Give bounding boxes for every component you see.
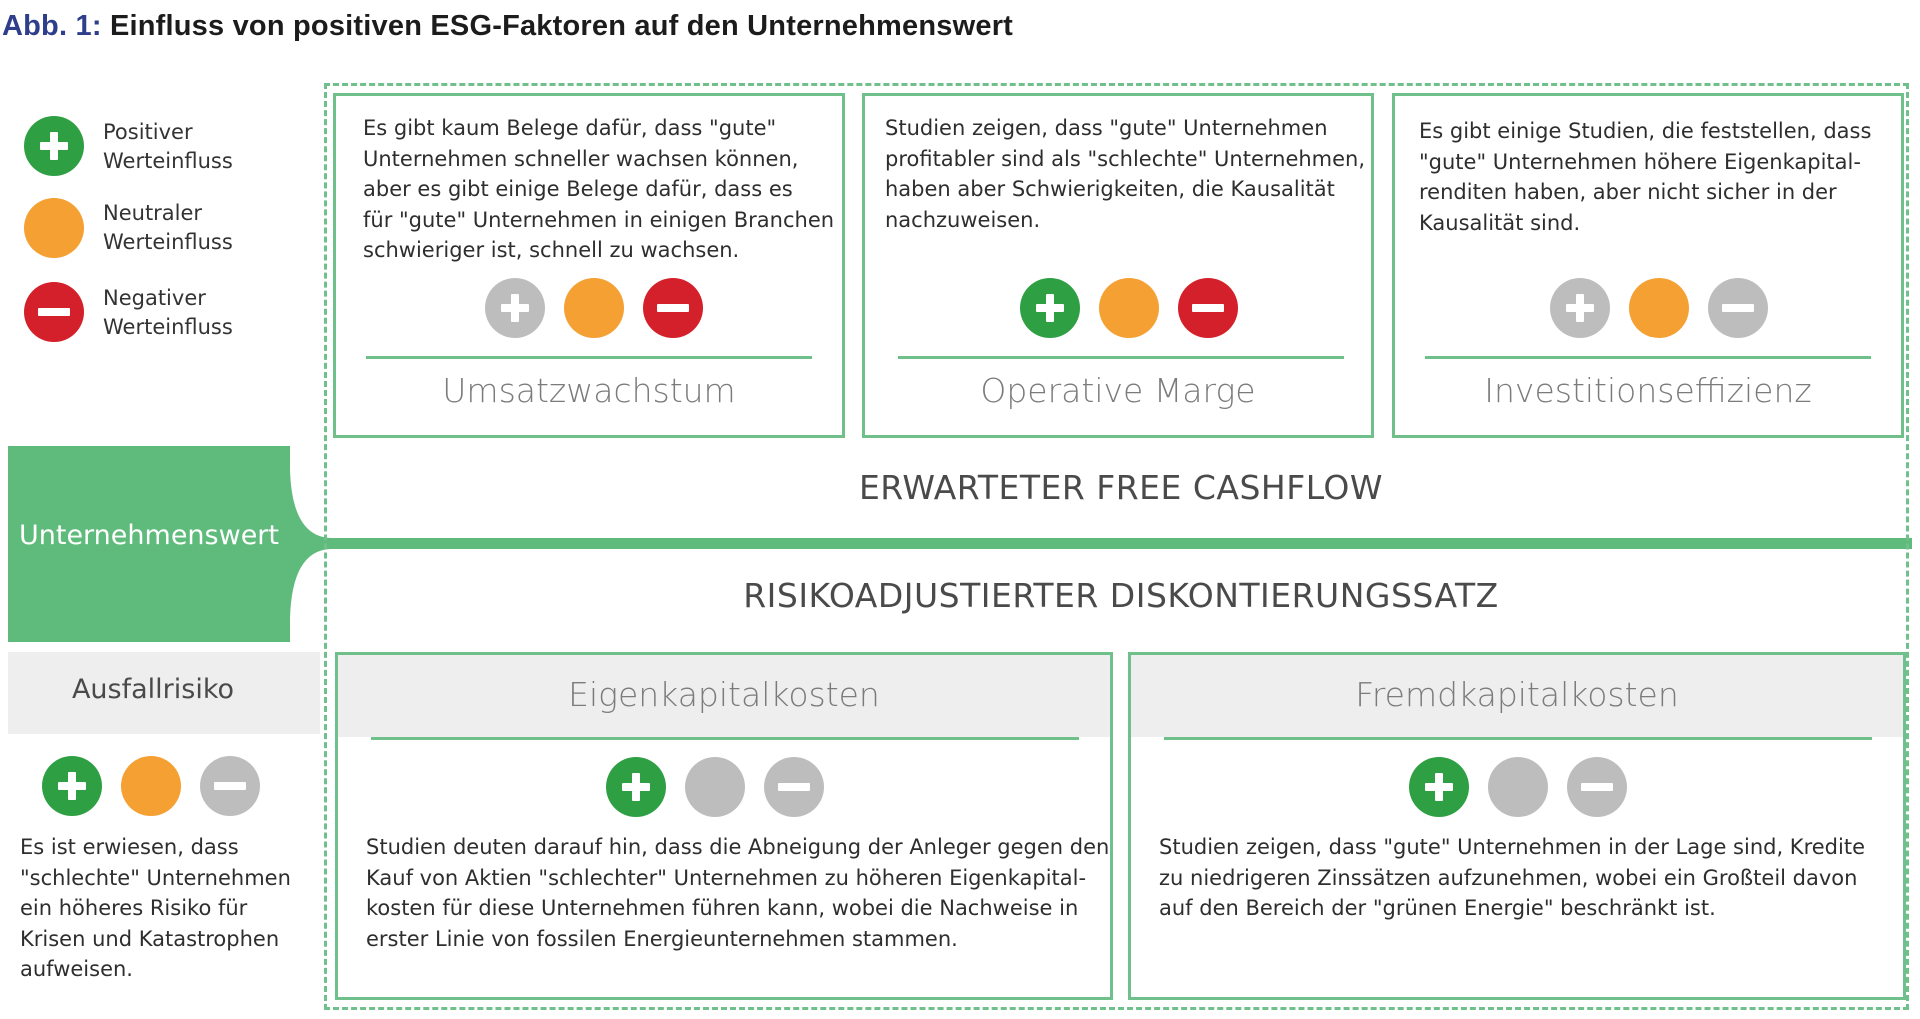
minus-icon	[200, 756, 260, 816]
box-operative-marge	[862, 93, 1374, 438]
ausfallrisiko-text	[20, 832, 291, 985]
minus-icon	[643, 278, 703, 338]
box-umsatzwachstum	[333, 93, 845, 438]
legend-positive-line2: Werteinfluss	[103, 149, 233, 173]
fremdkapital-line: Studien zeigen, dass "gute" Unternehmen in der Lage sind, Kredite	[1159, 835, 1865, 859]
umsatz-line: Unternehmen schneller wachsen können,	[363, 146, 799, 171]
invest-line: Es gibt einige Studien, die feststellen, dass	[1419, 119, 1872, 143]
legend-negative-line2: Werteinfluss	[103, 315, 233, 339]
legend-positive-line1: Positiver	[103, 120, 193, 144]
eigenkapital-line: kosten für diese Unternehmen führen kann, wobei die Nachweise in	[366, 896, 1079, 920]
box-fremdkapitalkosten	[1128, 652, 1906, 1000]
marge-line: haben aber Schwierigkeiten, die Kausalität	[885, 177, 1335, 201]
minus-icon	[1708, 278, 1768, 338]
box-investitionseffizienz	[1392, 93, 1904, 438]
minus-icon	[1178, 278, 1238, 338]
label-operative-marge: Operative Marge	[980, 371, 1256, 410]
divider	[1164, 737, 1872, 740]
neutral-icon	[1488, 757, 1548, 817]
ausfall-line: ein höheres Risiko für	[20, 896, 248, 920]
label-investitionseffizienz: Investitionseffizienz	[1484, 371, 1812, 410]
invest-line: Kausalität sind.	[1419, 210, 1581, 235]
figure-title	[2, 10, 1013, 43]
umsatz-line: schwieriger ist, schnell zu wachsen.	[363, 238, 740, 262]
plus-icon	[606, 757, 666, 817]
ausfall-line: Krisen und Katastrophen	[20, 926, 280, 951]
umsatz-text	[363, 113, 834, 266]
unternehmenswert-label: Unternehmenswert	[18, 520, 279, 551]
legend-negative-line1: Negativer	[103, 286, 206, 310]
invest-line: renditen haben, aber nicht sicher in der	[1419, 180, 1837, 204]
ausfall-line: "schlechte" Unternehmen	[20, 865, 291, 890]
minus-icon	[764, 757, 824, 817]
eigenkapital-line: Kauf von Aktien "schlechter" Unternehmen zu höheren Eigenkapital-	[366, 865, 1087, 890]
label-fremdkapitalkosten: Fremdkapitalkosten	[1355, 675, 1679, 714]
ausfallrisiko-label: Ausfallrisiko	[71, 674, 235, 705]
fremdkapital-line: auf den Bereich der "grünen Energie" beschränkt ist.	[1159, 896, 1716, 920]
umsatz-line: aber es gibt einige Belege dafür, dass es	[363, 177, 793, 201]
fremdkapital-text	[1159, 832, 1865, 924]
eigenkapital-text	[366, 832, 1109, 954]
fremdkapital-line: zu niedrigeren Zinssätzen aufzunehmen, wobei ein Großteil davon	[1159, 865, 1858, 890]
label-eigenkapitalkosten: Eigenkapitalkosten	[568, 675, 880, 714]
figure-number: Abb. 1:	[2, 10, 102, 42]
divider	[898, 356, 1344, 359]
invest-line: "gute" Unternehmen höhere Eigenkapital-	[1419, 149, 1861, 174]
divider	[1425, 356, 1871, 359]
divider	[366, 356, 812, 359]
legend-negative	[103, 284, 233, 342]
plus-icon	[1409, 757, 1469, 817]
ausfall-line: Es ist erwiesen, dass	[20, 835, 239, 859]
plus-icon	[24, 116, 84, 176]
marge-line: profitabler sind als "schlechte" Unternehmen,	[885, 146, 1366, 171]
legend-positive	[103, 118, 233, 176]
marge-text	[885, 113, 1365, 235]
neutral-icon	[121, 756, 181, 816]
ausfall-line: aufweisen.	[20, 957, 133, 981]
free-cashflow-label: ERWARTETER FREE CASHFLOW	[858, 468, 1384, 507]
legend-neutral-line2: Werteinfluss	[103, 230, 233, 254]
eigenkapital-line: Studien deuten darauf hin, dass die Abneigung der Anleger gegen den	[366, 835, 1110, 859]
marge-line: nachzuweisen.	[885, 207, 1041, 232]
umsatz-line: Es gibt kaum Belege dafür, dass "gute"	[363, 116, 777, 140]
plus-icon	[1550, 278, 1610, 338]
label-umsatzwachstum: Umsatzwachstum	[442, 371, 736, 410]
neutral-icon	[685, 757, 745, 817]
plus-icon	[42, 756, 102, 816]
plus-icon	[1020, 278, 1080, 338]
minus-icon	[24, 282, 84, 342]
invest-text	[1419, 116, 1871, 238]
discount-rate-label: RISIKOADJUSTIERTER DISKONTIERUNGSSATZ	[743, 576, 1499, 615]
umsatz-line: für "gute" Unternehmen in einigen Branchen	[363, 207, 835, 232]
neutral-icon	[1099, 278, 1159, 338]
neutral-icon	[24, 198, 84, 258]
box-eigenkapitalkosten	[335, 652, 1113, 1000]
figure-caption: Einfluss von positiven ESG-Faktoren auf den Unternehmenswert	[109, 10, 1014, 42]
marge-line: Studien zeigen, dass "gute" Unternehmen	[885, 116, 1328, 140]
plus-icon	[485, 278, 545, 338]
neutral-icon	[1629, 278, 1689, 338]
legend-neutral	[103, 199, 233, 257]
neutral-icon	[564, 278, 624, 338]
eigenkapital-line: erster Linie von fossilen Energieunternehmen stammen.	[366, 926, 958, 951]
minus-icon	[1567, 757, 1627, 817]
divider	[371, 737, 1079, 740]
legend-neutral-line1: Neutraler	[103, 201, 203, 225]
